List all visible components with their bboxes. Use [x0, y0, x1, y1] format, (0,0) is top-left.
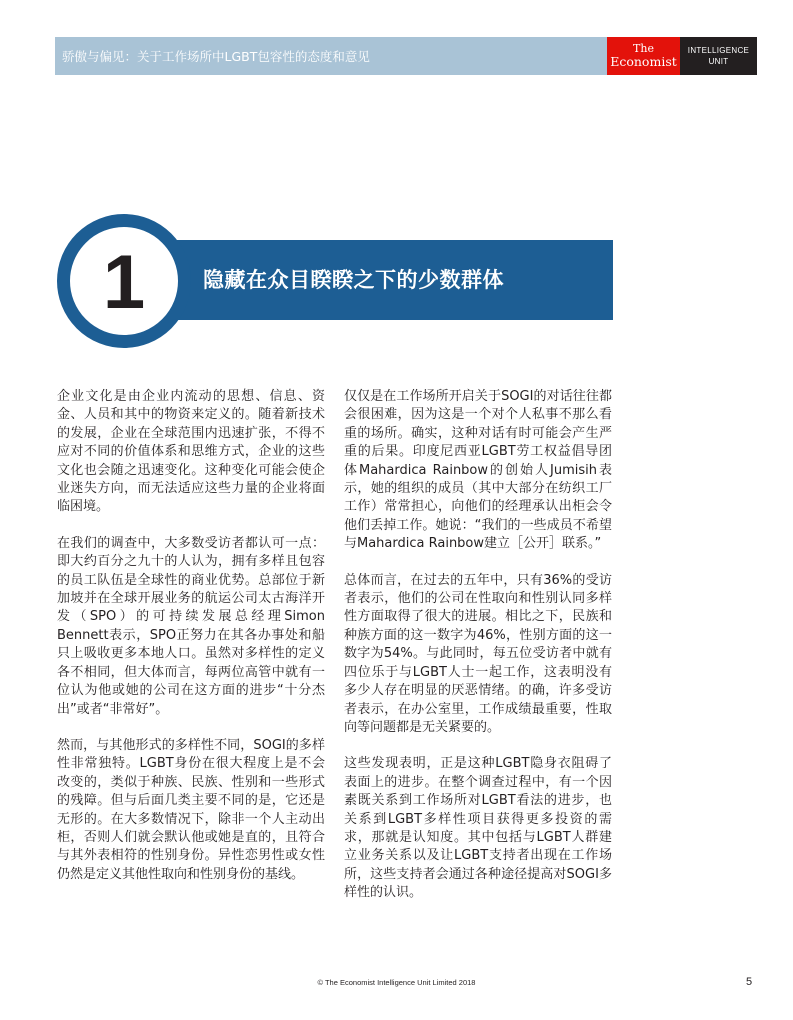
left-column [57, 388, 325, 902]
economist-logo [607, 37, 680, 75]
paragraph: 这些发现表明，正是这种LGBT隐身衣阻碍了表面上的进步。在整个调查过程中，有一个因素既关系到工作场所对LGBT看法的进步，也关系到LGBT多样性项目获得更多投资的需求，那就是认知度。其中包括与LGBT人群建立业务关系以及让LGBT支持者出现在工作场所，这些支持者会通过各种途径提高对SOGI多样性的认识。 [344, 756, 612, 901]
paragraph: 在我们的调查中，大多数受访者都认可一点：即大约百分之九十的人认为，拥有多样且包容的员工队伍是全球性的商业优势。总部位于新加坡并在全球开展业务的航运公司太古海洋开发（SPO）的可持续发展总经理Simon Bennett表示，SPO正努力在其各办事处和船只上吸收更多本地人口。虽然对多样性的定义各不相同，但大体而言，每两位高管中就有一位认为他或她的公司在这方面的进步“十分杰出”或者“非常好”。 [57, 535, 325, 717]
logo-line-the: The [633, 42, 654, 55]
paragraph: 总体而言，在过去的五年中，只有36%的受访者表示，他们的公司在性取向和性别认同多样性方面取得了很大的进展。相比之下，民族和种族方面的这一数字为46%，性别方面的这一数字为54%。与此同时，每五位受访者中就有四位乐于与LGBT人士一起工作，这表明没有多少人存在明显的厌恶情绪。的确，许多受访者表示，在办公室里，工作成绩最重要，性取向等问题都是无关紧要的。 [344, 572, 612, 735]
unit-line-unit: UNIT [708, 57, 729, 66]
chapter-number-circle [57, 214, 191, 348]
chapter-number: 1 [102, 240, 146, 325]
header-bar [55, 37, 607, 75]
report-title: 骄傲与偏见：关于工作场所中LGBT包容性的态度和意见 [62, 49, 370, 64]
intelligence-unit-logo [680, 37, 757, 75]
copyright-notice: © The Economist Intelligence Unit Limited 2018 [317, 978, 476, 987]
unit-line-intelligence: INTELLIGENCE [687, 46, 750, 55]
chapter-heading-bar [150, 240, 613, 320]
logo-line-economist: Economist [610, 54, 677, 69]
paragraph: 仅仅是在工作场所开启关于SOGI的对话往往都会很困难，因为这是一个对个人私事不那么看重的场所。确实，这种对话有时可能会产生严重的后果。印度尼西亚LGBT劳工权益倡导团体Mahardica Rainbow的创始人Jumisih表示，她的组织的成员（其中大部分在纺织工厂工作）常常担心，向他们的经理承认出柜会令他们丢掉工作。她说：“我们的一些成员不希望与Mahardica Rainbow建立［公开］联系。” [344, 389, 612, 552]
chapter-title: 隐藏在众目睽睽之下的少数群体 [203, 268, 504, 292]
paragraph: 然而，与其他形式的多样性不同，SOGI的多样性非常独特。LGBT身份在很大程度上是不会改变的，类似于种族、民族、性别和一些形式的残障。但与后面几类主要不同的是，它还是无形的。在大多数情况下，除非一个人主动出柜，否则人们就会默认他或她是直的，且符合与其外表相符的性别身份。异性恋男性或女性仍然是定义其他性取向和性别身份的基线。 [57, 737, 325, 882]
page-number: 5 [746, 976, 753, 988]
right-column [344, 388, 612, 921]
paragraph: 企业文化是由企业内流动的思想、信息、资金、人员和其中的物资来定义的。随着新技术的发展，企业在全球范围内迅速扩张，不得不应对不同的价值体系和思维方式，企业的这些文化也会随之迅速变化。这种变化可能会使企业迷失方向，而无法适应这些力量的企业将面临困境。 [57, 389, 325, 515]
